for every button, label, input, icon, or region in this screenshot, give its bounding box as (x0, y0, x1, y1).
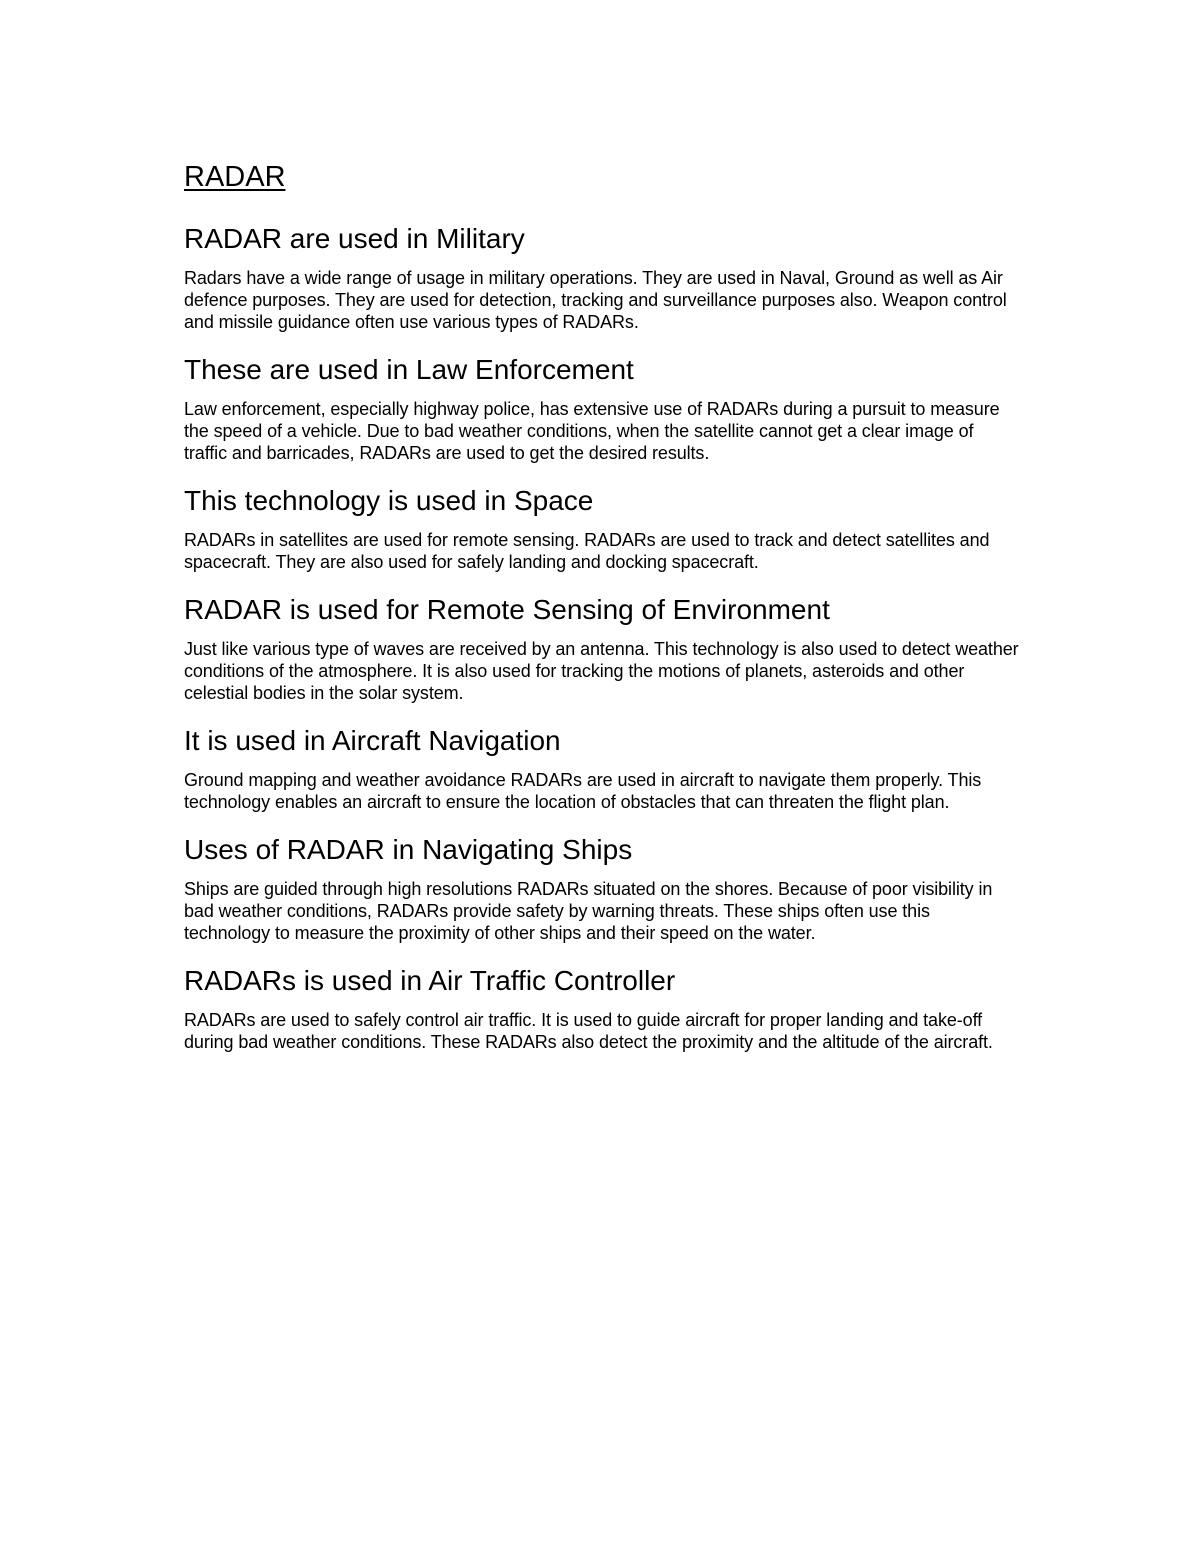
section-navigating-ships (184, 831, 1019, 944)
section-heading: RADAR are used in Military (184, 223, 525, 254)
section-space (184, 482, 1019, 573)
section-aircraft-navigation (184, 722, 1019, 813)
document-page (184, 158, 1019, 1071)
section-body: Ships are guided through high resolutions RADARs situated on the shores. Because of poor visibility in bad weather conditions, RADARs provide safety by warning threats. These ships often use this technology to measure the proximity of other ships and their speed on the water. (184, 879, 993, 943)
section-body: RADARs are used to safely control air traffic. It is used to guide aircraft for proper landing and take-off during bad weather conditions. These RADARs also detect the proximity and the altitude of the aircraft. (184, 1010, 993, 1052)
section-heading: These are used in Law Enforcement (184, 354, 634, 385)
section-heading: RADARs is used in Air Traffic Controller (184, 965, 676, 996)
section-body: RADARs in satellites are used for remote sensing. RADARs are used to track and detect satellites and spacecraft. They are also used for safely landing and docking spacecraft. (184, 530, 990, 572)
section-heading: Uses of RADAR in Navigating Ships (184, 834, 633, 865)
document-title: RADAR (184, 161, 286, 193)
section-law-enforcement (184, 351, 1019, 464)
section-remote-sensing (184, 591, 1019, 704)
section-body: Just like various type of waves are received by an antenna. This technology is also used to detect weather conditions of the atmosphere. It is also used for tracking the motions of planets, asteroids and other celestial bodies in the solar system. (184, 639, 1019, 703)
section-heading: RADAR is used for Remote Sensing of Environment (184, 594, 830, 625)
section-military (184, 220, 1019, 333)
section-air-traffic-control (184, 962, 1019, 1053)
section-body: Ground mapping and weather avoidance RADARs are used in aircraft to navigate them properly. This technology enables an aircraft to ensure the location of obstacles that can threaten the flight plan. (184, 770, 982, 812)
section-heading: It is used in Aircraft Navigation (184, 725, 561, 756)
section-body: Law enforcement, especially highway police, has extensive use of RADARs during a pursuit to measure the speed of a vehicle. Due to bad weather conditions, when the satellite cannot get a clear image of traffic and barricades, RADARs are used to get the desired results. (184, 399, 1000, 463)
section-body: Radars have a wide range of usage in military operations. They are used in Naval, Ground as well as Air defence purposes. They are used for detection, tracking and surveillance purposes also. Weapon control and missile guidance often use various types of RADARs. (184, 268, 1007, 332)
section-heading: This technology is used in Space (184, 485, 594, 516)
